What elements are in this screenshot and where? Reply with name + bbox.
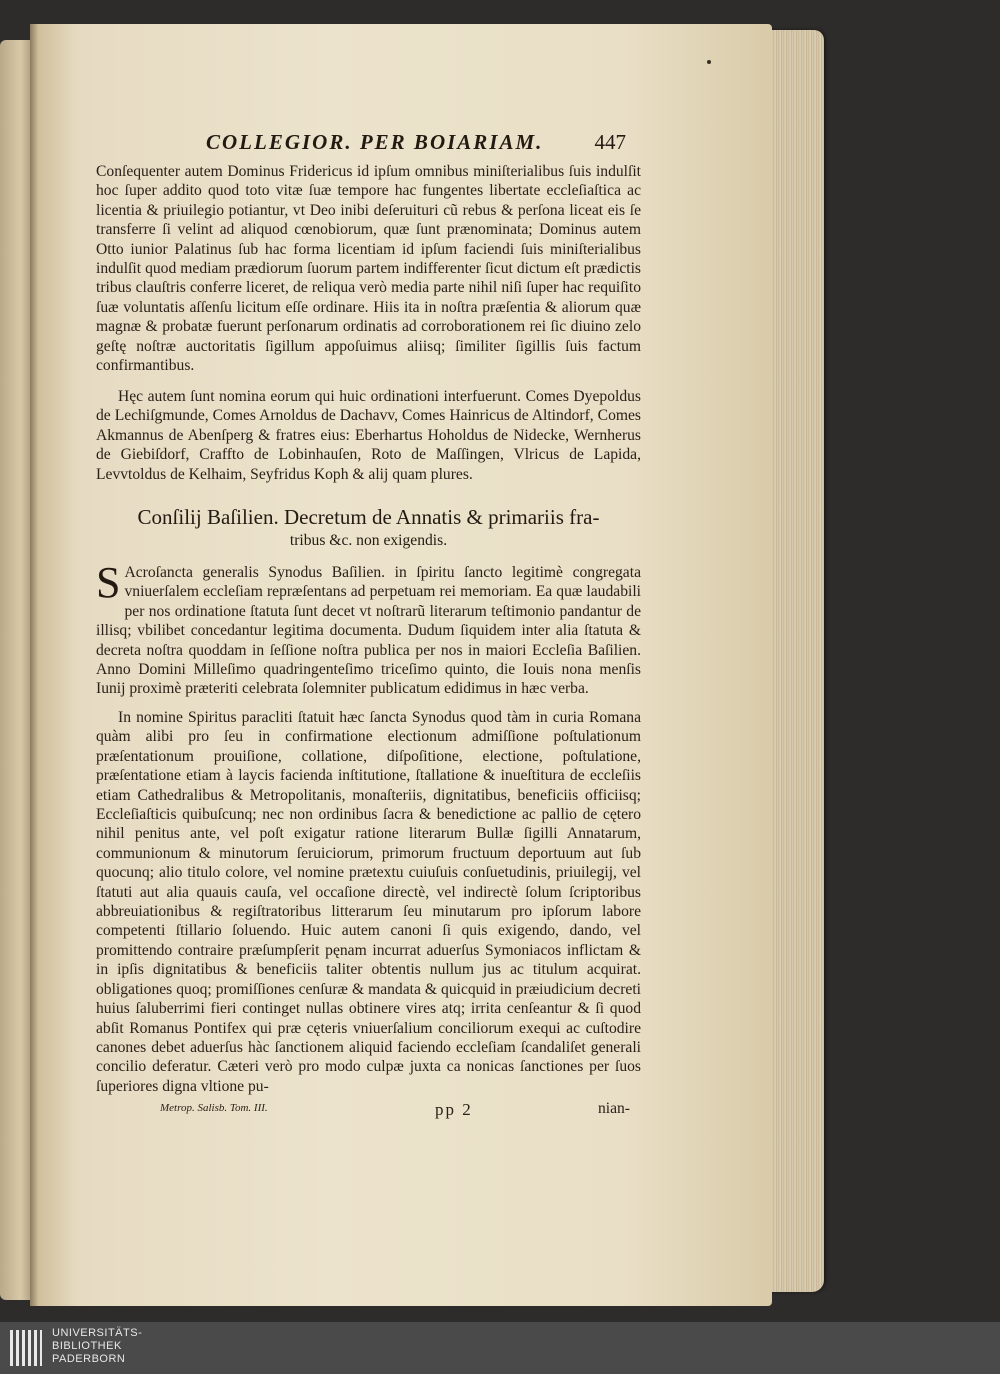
library-name-line-3: PADERBORN [52,1353,126,1365]
footer-signature: Metrop. Salisb. Tom. III. [160,1102,268,1114]
library-logo-icon [10,1330,42,1366]
heading-line-1: Conſilij Baſilien. Decretum de Annatis & primariis fra- [137,505,600,529]
paragraph-text: Hęc autem ſunt nomina eorum qui huic ordinationi interfuerunt. Comes Dyepoldus de Lechiſgmunde, Comes Arnoldus de Dachavv, Comes Hainricus de Altindorf, Comes Akmannus de Abenſperg & fratres eius: Eberhartus Hoholdus de Nidecke, Wernherus de Giebiſdorf, Craffto de Lobinhauſen, Roto de Maſſingen, Vlricus de Lapida, Levvtoldus de Kelhaim, Seyfridus Koph & alij quam plures. [96,388,641,483]
library-logo-bar [0,1322,1000,1374]
paragraph-text: Acroſancta generalis Synodus Baſilien. in ſpiritu ſancto legitimè congregata vniuerſalem eccleſiam repræſentans ad perpetuam rei memoriam. Ea quæ laudabili per nos ordinatione ſtatuta ſunt decet vt noſtrarũ literarum teſtimonio pandantur de illisq; vbilibet concedantur legitima documenta. Dudum ſiquidem inter alia ſtatuta & decreta noſtra quoddam in ſeſſione noſtra publica per nos in maiori Eccleſia Baſilien. Anno Domini Milleſimo quadringenteſimo triceſimo quinto, die Iouis nona menſis Iunij proximè præteriti celebrata ſolemniter publicatum edidimus in hæc verba. [96,564,641,698]
drop-capital: S [96,558,121,607]
paragraph-text: Conſequenter autem Dominus Fridericus id ipſum omnibus miniſterialibus ſuis indulſit hoc ſuper addito quod toto vitæ ſuæ tempore hac fungentes libertate eccleſiaſtica ac licentia & priuilegio potiantur, vt Deo inibi deſeruituri cũ rebus & perſona liceat eis ſe transferre ſi velint ad aliquod cœnobiorum, quæ ſunt prænominata; Dominus autem Otto iunior Palatinus ſub hac forma licentiam id ipſum faciendi ſuis miniſterialibus indulſit quod mediam prædiorum ſuorum partem indifferenter ſicut dictum eſt prædictis tribus clauſtris conferre liceret, de reliqua verò media parte nihil niſi ſuper hac requiſito ſuæ voluntatis aſſenſu licitum eſſe ordinare. Hiis ita in noſtra præſentia & aliorum quæ magnæ & probatæ fuerunt perſonarum ordinatis ad corroborationem rei ſic diuino zelo geſtę noſtræ auctoritatis ſigillum appoſuimus aliisq; ſimiliter ſigillis ſuis factum confirmantibus. [96,163,641,375]
paragraph-charter-end [96,162,641,375]
library-name [52,1327,142,1366]
paragraph-text: In nomine Spiritus paracliti ſtatuit hæc ſancta Synodus quod tàm in curia Romana quàm alibi pro ſeu in confirmatione electionum admiſſione poſtulationum præſentationum prouiſione, collatione, diſpoſitione, electione, poſtulatione, præſentatione etiam à laycis facienda inſtitutione, ſtallatione & inueſtitura de eccleſiis etiam Cathedralibus & Metropolitanis, monaſteriis, dignitatibus, beneficiis officiisq; Eccleſiaſticis quibuſcunq; nec non ordinibus ſacra & benedictione ac pallio de cętero nihil penitus ante, vel poſt exigatur ratione literarum Bullæ ſigilli Annatarum, communionum & minutorum ſeruiciorum, primorum fructuum deportuum aut ſub quocunq; alio titulo colore, vel nomine prætextu cuiuſuis conſuetudinis, priuilegij, vel ſtatuti aut alia quauis cauſa, vel occaſione directè, vel indirectè ſolum ſcriptoribus abbreuiationibus & regiſtratoribus litterarum ſeu minutarum pro ipſorum labore competenti ſtillario ſoluendo. Huic autem canoni ſi quis exigendo, dando, vel promittendo contraire præſumpſerit pęnam incurrat aduerſus Symoniacos inflictam & in ipſis dignitatibus & beneficiis taliter obtentis nullum jus ac titulum acquirat. obligationes quoq; promiſſiones cenſuræ & mandata & quicquid in præiudicium decreti huius ſaluberrimi fieri continget nullas obtinere vires atq; irrita cenſeantur & ſi quod abſit Romanus Pontifex qui præ cęteris vniuerſalium conciliorum exequi ac cuſtodire canones debet aduerſus hàc ſanctionem aliquid faciendo eccleſiam ſcandaliſet generali concilio deferatur. Cæteri verò pro modo culpæ juxta ca nonicas ſanctiones per ſuos ſuperiores digna vltione pu- [96,709,641,1095]
library-name-line-1: UNIVERSITÄTS- [52,1327,143,1339]
ink-spot [707,60,711,64]
running-title: COLLEGIOR. PER BOIARIAM. [206,130,544,154]
left-page-edge [0,40,34,1300]
paragraph-decree-intro [96,558,641,699]
paragraph-decree-text [96,708,641,1096]
page-footer [160,1100,630,1122]
heading-line-2: tribus &c. non exigendis. [289,532,448,549]
section-heading [96,504,641,552]
book-gutter [30,24,38,1306]
library-name-line-2: BIBLIOTHEK [52,1340,122,1352]
page-number: 447 [594,130,626,154]
page-header [206,130,626,156]
signature-mark: pp 2 [435,1100,473,1119]
catchword: nian- [597,1100,630,1117]
paragraph-witnesses [96,387,641,484]
